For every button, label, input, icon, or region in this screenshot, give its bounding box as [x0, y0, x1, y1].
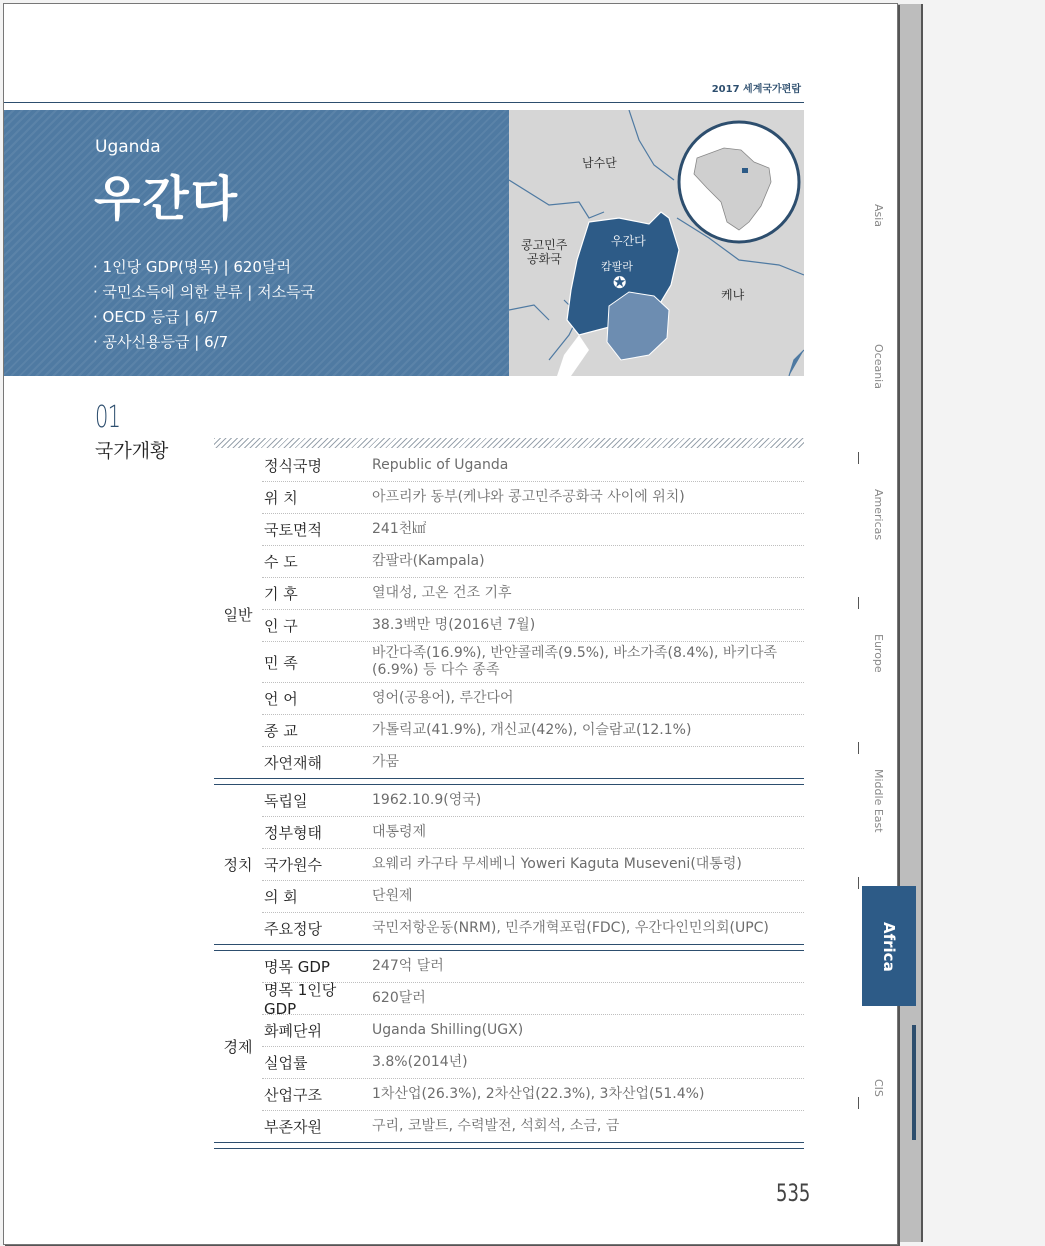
row-value: 요웨리 카구타 무세베니 Yoweri Kaguta Museveni(대통령) [372, 856, 742, 872]
row-value: 단원제 [372, 888, 413, 904]
map-label-south-sudan: 남수단 [582, 156, 617, 170]
row-key: 인 구 [264, 617, 298, 635]
row-value: 가톨릭교(41.9%), 개신교(42%), 이슬람교(12.1%) [372, 722, 692, 738]
map-label-kampala: 캄팔라 [601, 260, 633, 273]
row-value: 영어(공용어), 루간다어 [372, 690, 514, 706]
row-value: 1차산업(26.3%), 2차산업(22.3%), 3차산업(51.4%) [372, 1086, 705, 1102]
row-key: 언 어 [264, 690, 298, 708]
row-key: 국가원수 [264, 856, 322, 874]
map-label-kenya: 케냐 [721, 288, 745, 302]
group-label: 일반 [223, 605, 253, 624]
row-key: 의 회 [264, 888, 298, 906]
tab-cis[interactable]: CIS [862, 1079, 916, 1109]
row-value: 열대성, 고온 건조 기후 [372, 585, 512, 601]
group-politics [214, 785, 804, 945]
row-value: 1962.10.9(영국) [372, 792, 482, 808]
row-value: 아프리카 동부(케냐와 콩고민주공화국 사이에 위치) [372, 489, 685, 505]
row-value: 38.3백만 명(2016년 7월) [372, 617, 536, 633]
tab-asia[interactable]: Asia [872, 204, 885, 228]
header-rule [4, 102, 804, 103]
row-value: Republic of Uganda [372, 457, 509, 473]
row-value: 캄팔라(Kampala) [372, 553, 485, 569]
row-key: 자연재해 [264, 754, 322, 772]
country-map [509, 110, 804, 376]
row-value: 620달러 [372, 990, 426, 1006]
region-tabs [862, 4, 916, 1244]
row-value: 국민저항운동(NRM), 민주개혁포럼(FDC), 우간다인민의회(UPC) [372, 920, 769, 936]
fact-item: · 1인당 GDP(명목) | 620달러 [93, 255, 315, 280]
page [3, 3, 898, 1245]
page-number: 535 [776, 1179, 811, 1207]
key-facts [93, 255, 315, 355]
row-value: 247억 달러 [372, 958, 444, 974]
group-label: 정치 [223, 856, 253, 874]
table-top-hatch [214, 438, 804, 448]
fact-item: · 공사신용등급 | 6/7 [93, 330, 315, 355]
row-key: 위 치 [264, 489, 298, 507]
tab-oceania[interactable]: Oceania [862, 344, 916, 464]
row-value: 3.8%(2014년) [372, 1054, 468, 1070]
row-key: 화폐단위 [264, 1022, 322, 1040]
row-value: 가뭄 [372, 754, 400, 770]
tab-africa[interactable]: Africa [862, 886, 916, 1006]
group-label: 경제 [223, 1038, 253, 1056]
row-key: 주요정당 [264, 920, 322, 938]
group-economy [214, 951, 804, 1143]
tab-middle-east[interactable]: Middle East [862, 769, 916, 889]
country-name-ko: 우간다 [94, 171, 240, 227]
book-edge-marker [912, 1025, 916, 1140]
country-name-en: Uganda [95, 137, 161, 157]
row-key: 민 족 [264, 653, 298, 672]
row-key: 부존자원 [264, 1118, 322, 1136]
row-key: 정부형태 [264, 824, 322, 842]
map-label-uganda: 우간다 [611, 234, 646, 248]
row-value: 241천㎢ [372, 521, 427, 537]
row-key: 국토면적 [264, 521, 322, 539]
row-value: 구리, 코발트, 수력발전, 석회석, 소금, 금 [372, 1118, 620, 1134]
row-value: 바간다족(16.9%), 반얀콜레족(9.5%), 바소가족(8.4%), 바키다족 (6.9%) 등 다수 종족 [372, 645, 777, 678]
row-key: 수 도 [264, 553, 298, 571]
row-key: 정식국명 [264, 457, 322, 475]
row-key: 독립일 [264, 792, 308, 810]
tab-europe[interactable]: Europe [862, 634, 916, 754]
section-number: 01 [95, 400, 121, 435]
capital-star-icon: ✪ [613, 273, 627, 292]
hero-banner [4, 110, 509, 376]
row-value: 대통령제 [372, 824, 427, 840]
fact-item: · 국민소득에 의한 분류 | 저소득국 [93, 280, 315, 305]
row-key: 산업구조 [264, 1086, 322, 1104]
fact-item: · OECD 등급 | 6/7 [93, 305, 315, 330]
section-title: 국가개황 [95, 440, 169, 462]
row-key: 실업률 [264, 1054, 308, 1072]
map-label-drc-line2: 공화국 [527, 252, 562, 266]
row-key: 명목 GDP [264, 958, 330, 976]
row-key: 명목 1인당 GDP [264, 981, 337, 1018]
row-value: Uganda Shilling(UGX) [372, 1022, 524, 1038]
group-general [214, 450, 804, 779]
tab-americas[interactable]: Americas [862, 489, 916, 609]
book-title: 2017 세계국가편람 [711, 84, 801, 95]
overview-table [214, 450, 804, 1143]
row-key: 기 후 [264, 585, 298, 603]
map-label-drc-line1: 콩고민주 [521, 238, 568, 252]
row-key: 종 교 [264, 722, 298, 740]
